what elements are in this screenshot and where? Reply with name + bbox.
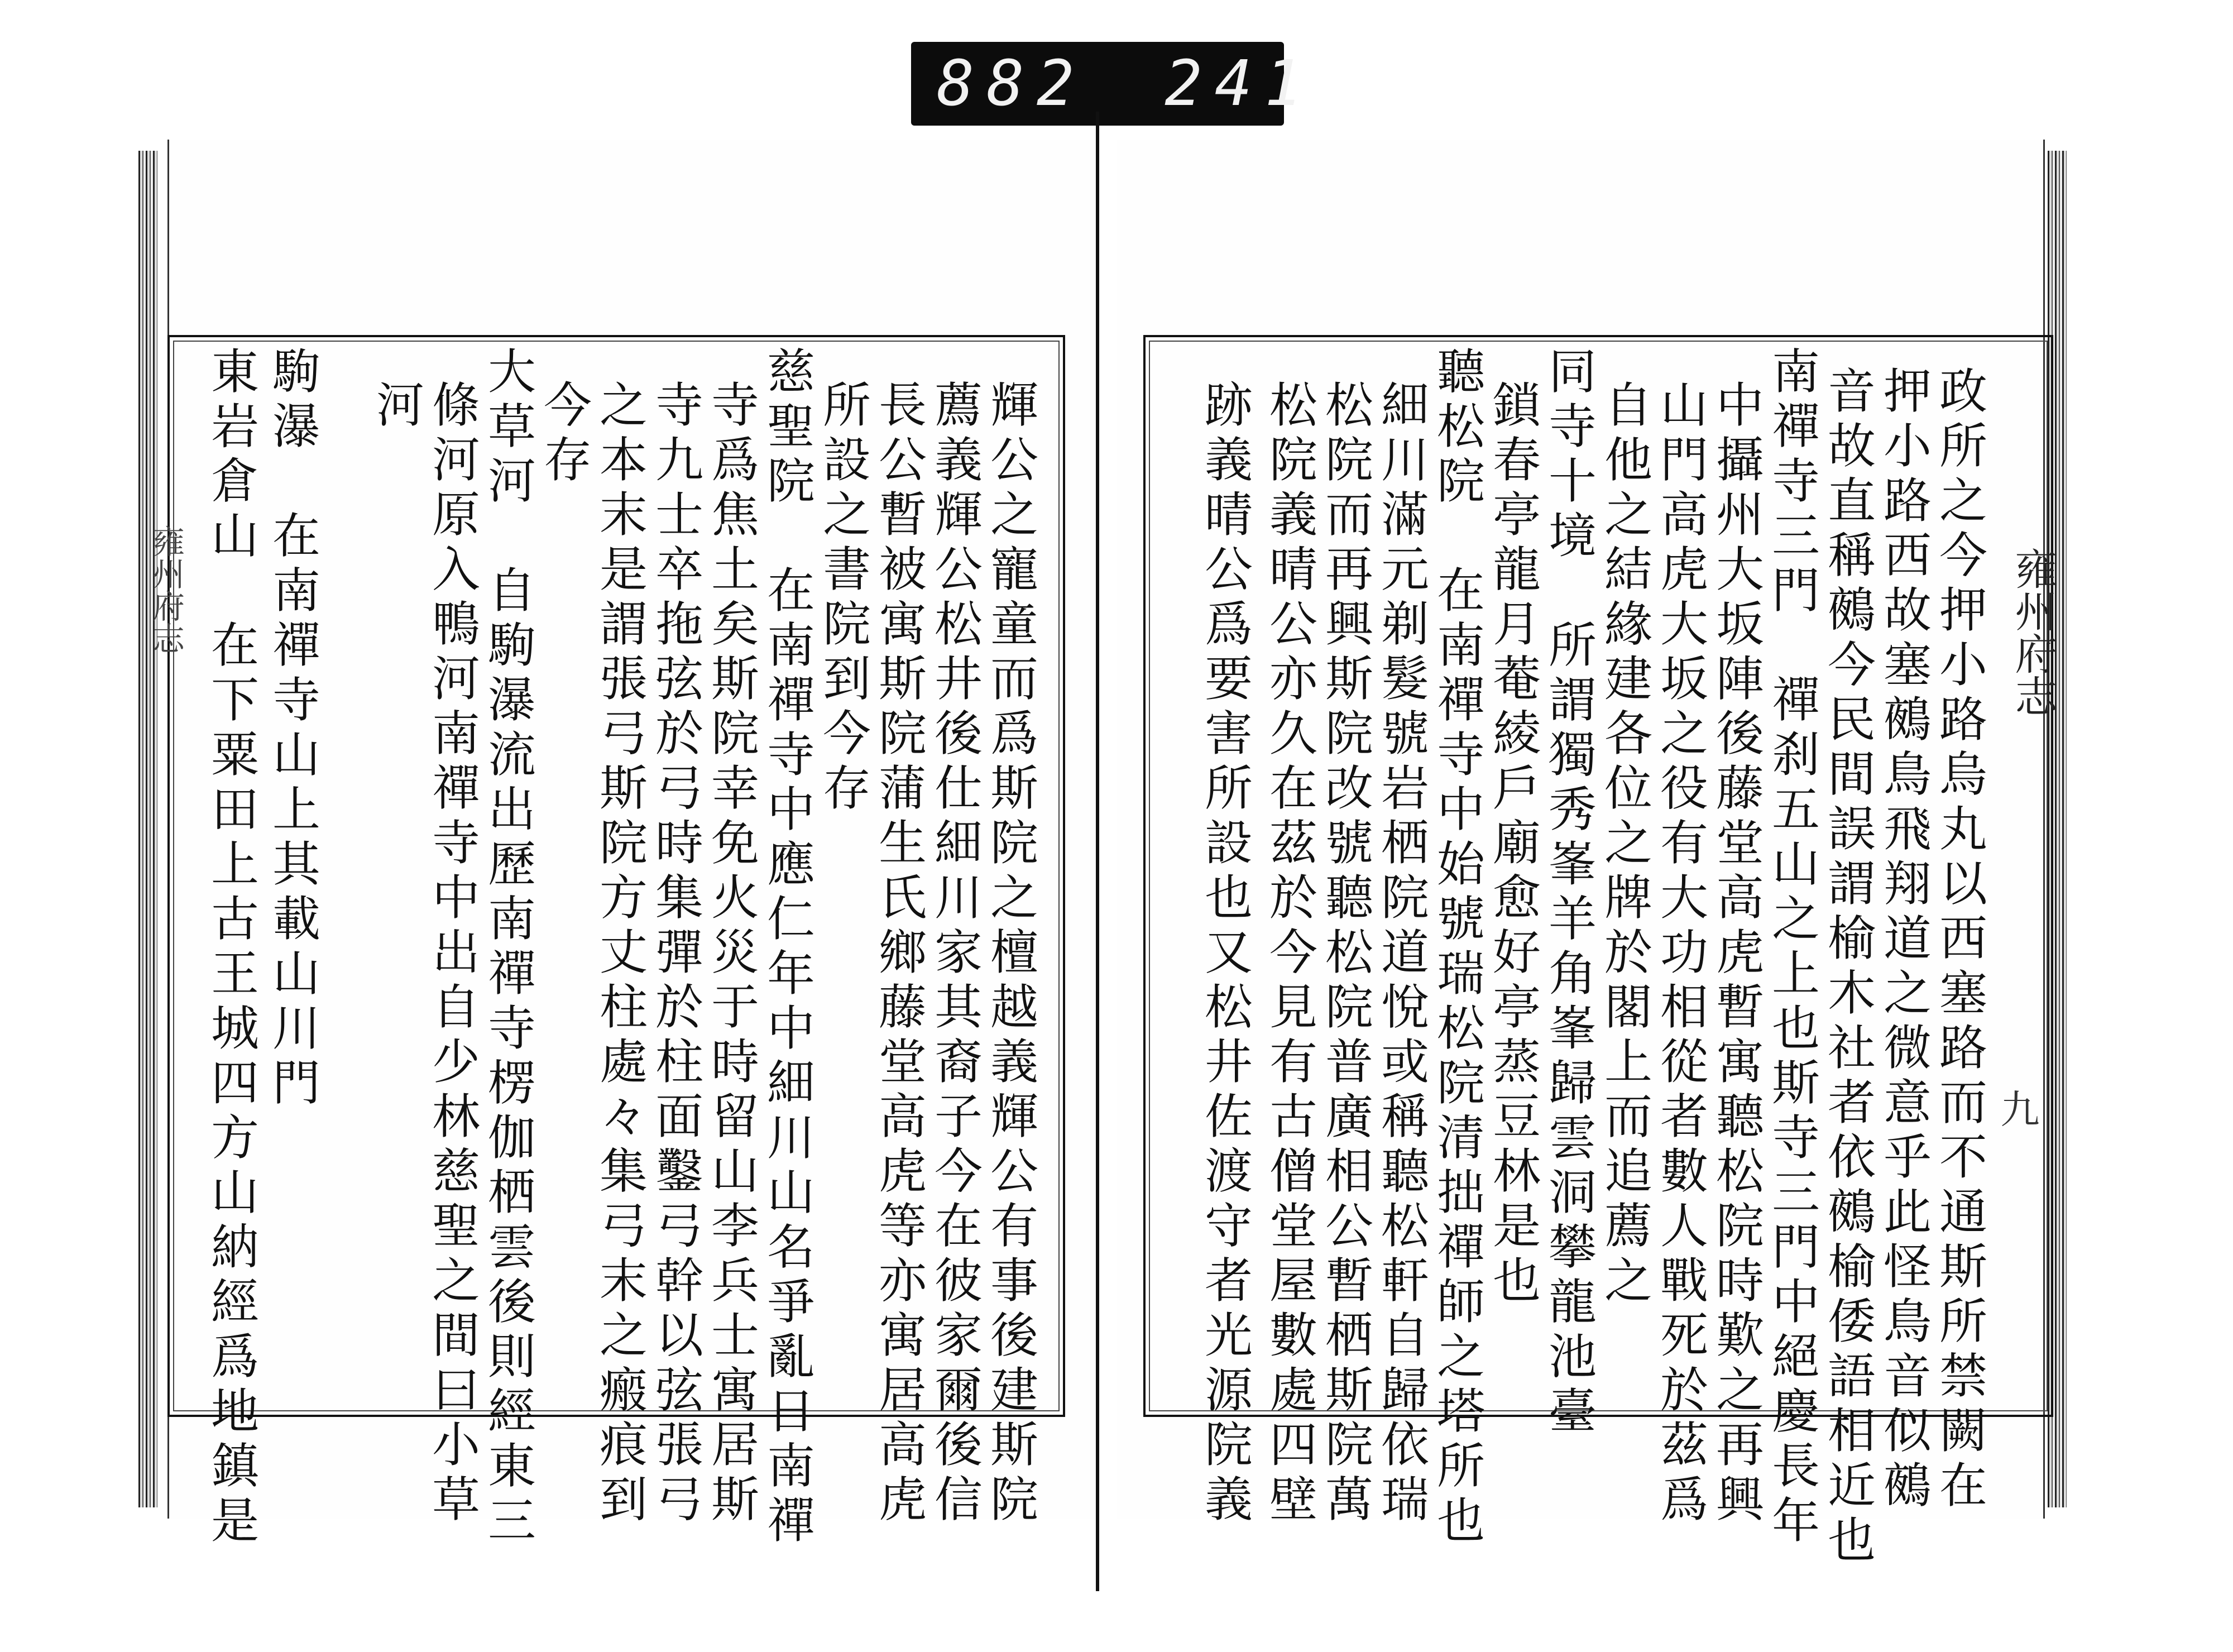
left-column-1: 輝公之寵童而爲斯院之檀越義輝公有事後建斯院 [982, 380, 1038, 1529]
right-column-13: 松院義晴公亦久在茲於今見有古僧堂屋數處四壁 [1261, 380, 1317, 1529]
left-column-10: 大草河 自駒瀑流出歷南禪寺楞伽栖雲後則經東三 [480, 346, 535, 1550]
right-column-8: 同寺十境 所謂獨秀峯羊角峯歸雲洞攀龍池臺 [1540, 346, 1596, 1440]
right-margin-title: 雍州府志 [2008, 547, 2058, 717]
stamp-number-right: 241 [1165, 47, 1315, 120]
right-column-2: 押小路西故塞鵺鳥飛翔道之微意乎此怪鳥音似鵺 [1875, 366, 1931, 1515]
stamp-number-left: 882 [937, 47, 1087, 120]
right-column-4: 南禪寺三門 禪刹五山之上也斯寺三門中絕慶長年 [1764, 346, 1819, 1550]
left-column-11: 條河原入鴨河南禪寺中出自少林慈聖之間曰小草 [424, 380, 480, 1529]
left-column-5: 慈聖院 在南禪寺中應仁年中細川山名爭亂日南禪 [759, 346, 814, 1550]
left-margin-title: 雍州府志 [147, 525, 185, 654]
right-column-11: 細川滿元剃髮號岩栖院道悅或稱聽松軒自歸依瑞 [1373, 380, 1429, 1529]
left-column-14: 東岩倉山 在下粟田上古王城四方山納經爲地鎮是 [203, 346, 258, 1550]
right-column-6: 山門高虎大坂之役有大功相從者數人戰死於茲爲 [1652, 380, 1708, 1529]
right-column-3: 音故直稱鵺今民間誤謂榆木社者依鵺榆倭語相近也 [1819, 366, 1875, 1569]
right-column-7: 自他之結緣建各位之牌於閣上而追薦之 [1596, 380, 1652, 1310]
left-column-2: 薦義輝公松井後仕細川家其裔子今在彼家爾後信 [926, 380, 982, 1529]
left-column-4: 所設之書院到今存 [814, 380, 870, 817]
right-column-1: 政所之今押小路烏丸以西塞路而不通斯所禁闕在 [1931, 366, 1987, 1515]
left-column-13: 駒瀑 在南禪寺山上其載山川門 [264, 346, 320, 1112]
right-column-12: 松院而再興斯院改號聽松院普廣相公暫栖斯院萬 [1317, 380, 1373, 1529]
left-column-6: 寺爲焦土矣斯院幸免火災于時留山李兵士寓居斯 [703, 380, 759, 1529]
book-spine [1096, 112, 1099, 1591]
right-column-10: 聽松院 在南禪寺中始號瑞松院清拙禪師之塔所也 [1429, 346, 1484, 1550]
right-column-9: 鎖春亭龍月菴綾戶廟愈好亭蒸豆林是也 [1484, 380, 1540, 1310]
right-column-14: 跡義晴公爲要害所設也又松井佐渡守者光源院義 [1196, 380, 1252, 1529]
left-column-8: 之本末是謂張弓斯院方丈柱處々集弓末之瘢痕到 [591, 380, 647, 1529]
right-column-5: 中攝州大坂陣後藤堂高虎暫寓聽松院時歎之再興 [1708, 380, 1764, 1529]
left-page-edge [138, 151, 157, 1507]
left-column-9: 今存 [535, 380, 591, 489]
left-column-12: 河 [368, 380, 424, 434]
left-column-3: 長公暫被寓斯院蒲生氏鄉藤堂高虎等亦寓居高虎 [870, 380, 926, 1529]
page-folio: 九 [1994, 1089, 2040, 1128]
left-column-7: 寺九士卒拖弦於弓時集彈於柱面鑿弓幹以弦張弓 [647, 380, 703, 1529]
